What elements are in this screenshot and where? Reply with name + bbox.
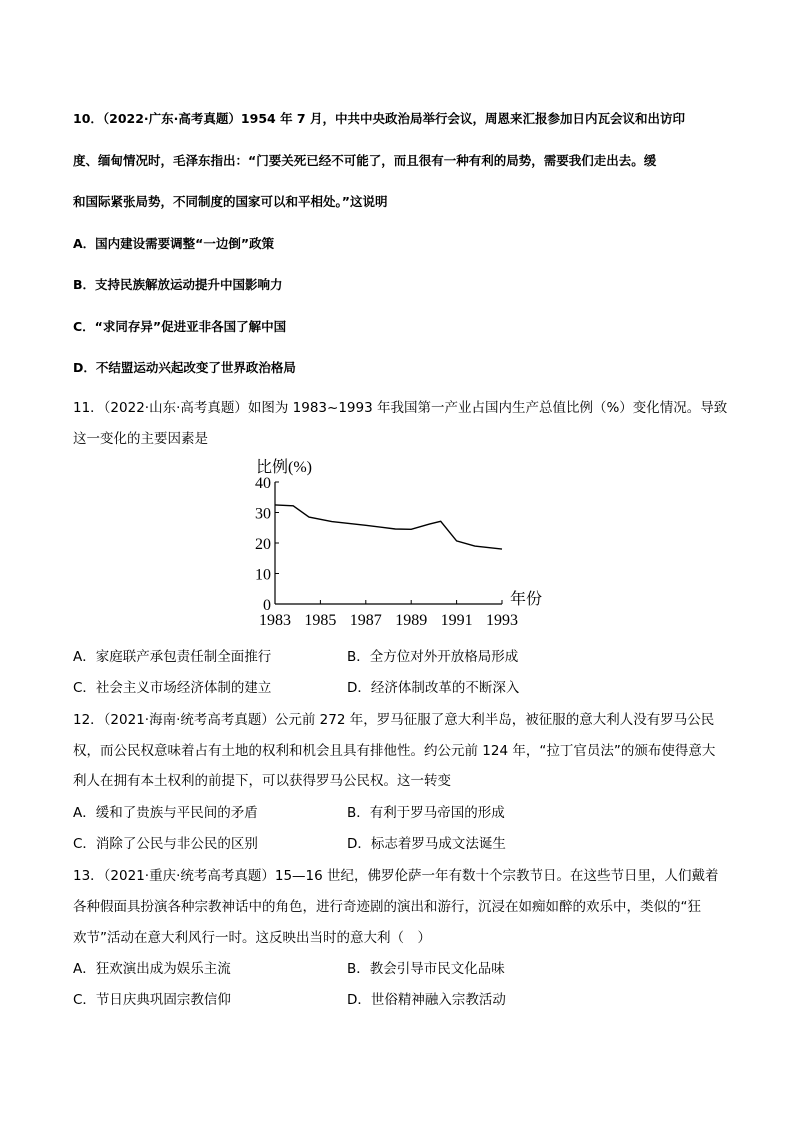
q11-option-a: A．家庭联产承包责任制全面推行 bbox=[73, 649, 272, 665]
q13-option-c: C．节日庆典巩固宗教信仰 bbox=[73, 992, 231, 1008]
q13-stem-line-2: 各种假面具扮演各种宗教神话中的角色，进行奇迹剧的演出和游行，沉浸在如痴如醉的欢乐中，类似的“狂 bbox=[73, 899, 701, 915]
q10-option-b: B．支持民族解放运动提升中国影响力 bbox=[73, 277, 283, 292]
q12-stem-line-3: 利人在拥有本土权利的前提下，可以获得罗马公民权。这一转变 bbox=[73, 773, 451, 789]
q12-stem-line-1: 12．（2021·海南·统考高考真题）公元前 272 年，罗马征服了意大利半岛，被征服的意大利人没有罗马公民 bbox=[73, 712, 715, 728]
q10-option-c: C．“求同存异”促进亚非各国了解中国 bbox=[73, 319, 287, 334]
q12-stem-line-2: 权，而公民权意味着占有土地的权利和机会且具有排他性。约公元前 124 年，“拉丁官员法”的颁布使得意大 bbox=[73, 743, 716, 759]
chart-y-tick-label: 20 bbox=[255, 536, 271, 553]
q12-option-b: B．有利于罗马帝国的形成 bbox=[347, 805, 505, 821]
chart-y-tick-label: 0 bbox=[263, 597, 271, 614]
q12-option-a: A．缓和了贵族与平民间的矛盾 bbox=[73, 805, 258, 821]
chart-x-tick-label: 1985 bbox=[304, 612, 337, 629]
q10-option-a: A．国内建设需要调整“一边倒”政策 bbox=[73, 236, 275, 251]
q10-stem-line-1: 10．（2022·广东·高考真题）1954 年 7 月，中共中央政治局举行会议，周恩来汇报参加日内瓦会议和出访印 bbox=[73, 111, 685, 126]
chart-y-tick-label: 10 bbox=[255, 566, 271, 584]
q12-option-c: C．消除了公民与非公民的区别 bbox=[73, 836, 258, 852]
q11-stem-line-2: 这一变化的主要因素是 bbox=[73, 431, 208, 447]
chart-series-line bbox=[275, 505, 502, 549]
q12-option-d: D．标志着罗马成文法诞生 bbox=[347, 836, 506, 852]
q11-option-d: D．经济体制改革的不断深入 bbox=[347, 680, 520, 696]
q11-option-b: B．全方位对外开放格局形成 bbox=[347, 649, 519, 665]
chart-x-tick-label: 1989 bbox=[395, 612, 428, 629]
chart-x-tick-label: 1987 bbox=[349, 612, 382, 629]
chart-x-axis-label: 年份 bbox=[510, 591, 543, 608]
q13-stem-line-3: 欢节”活动在意大利风行一时。这反映出当时的意大利（ ） bbox=[73, 930, 431, 946]
q13-option-d: D．世俗精神融入宗教活动 bbox=[347, 992, 506, 1008]
q10-stem-line-2: 度、缅甸情况时，毛泽东指出：“门要关死已经不可能了，而且很有一种有利的局势，需要我们走出去。缓 bbox=[73, 153, 657, 168]
chart-y-axis-label: 比例(%) bbox=[256, 459, 312, 476]
chart-y-tick-label: 40 bbox=[255, 475, 271, 492]
q11-stem-line-1: 11．（2022·山东·高考真题）如图为 1983~1993 年我国第一产业占国内生产总值比例（%）变化情况。导致 bbox=[73, 400, 728, 416]
q10-option-d: D．不结盟运动兴起改变了世界政治格局 bbox=[73, 360, 296, 375]
q13-option-b: B．教会引导市民文化品味 bbox=[347, 961, 505, 977]
gdp-share-line-chart bbox=[248, 452, 558, 630]
q13-option-a: A．狂欢演出成为娱乐主流 bbox=[73, 961, 231, 977]
chart-x-tick-label: 1991 bbox=[440, 612, 473, 629]
q10-stem-line-3: 和国际紧张局势，不同制度的国家可以和平相处。”这说明 bbox=[73, 194, 388, 209]
q13-stem-line-1: 13．（2021·重庆·统考高考真题）15—16 世纪，佛罗伦萨一年有数十个宗教节日。在这些节日里，人们戴着 bbox=[73, 868, 719, 884]
chart-y-tick-label: 30 bbox=[255, 505, 271, 523]
chart-x-tick-label: 1993 bbox=[486, 612, 518, 629]
chart-x-tick-label: 1983 bbox=[259, 612, 291, 629]
q11-option-c: C．社会主义市场经济体制的建立 bbox=[73, 680, 272, 696]
